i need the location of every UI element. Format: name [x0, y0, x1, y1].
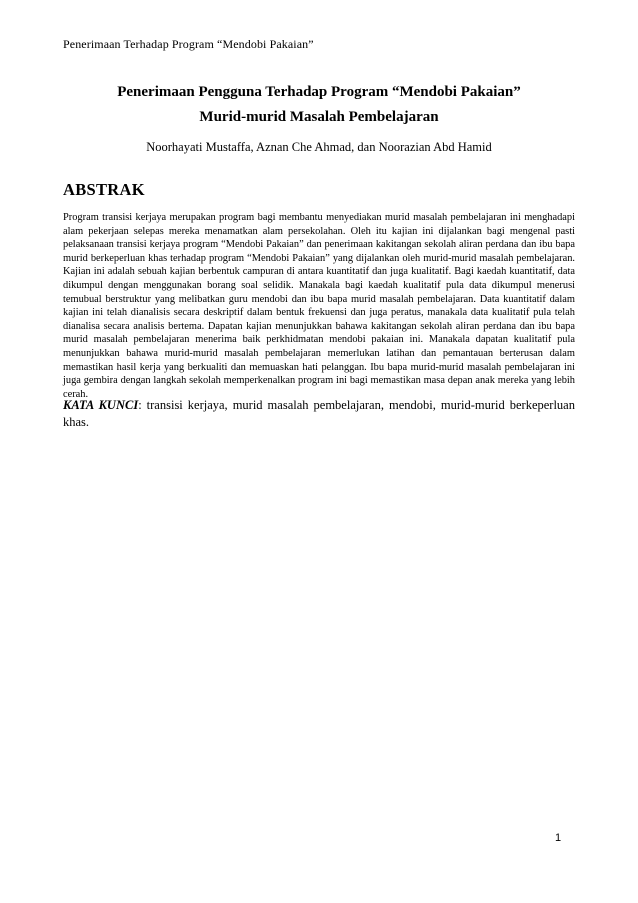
- keywords-text: : transisi kerjaya, murid masalah pembelajaran, mendobi, murid-murid berkeperluan khas.: [63, 398, 575, 429]
- abstract-heading: ABSTRAK: [63, 180, 145, 199]
- paper-authors: Noorhayati Mustaffa, Aznan Che Ahmad, dan Noorazian Abd Hamid: [146, 140, 492, 154]
- paper-title-line1: Penerimaan Pengguna Terhadap Program “Mendobi Pakaian”: [117, 84, 521, 100]
- abstract-body: Program transisi kerjaya merupakan program bagi membantu menyediakan murid masalah pembelajaran ini menghadapi alam pekerjaan selepas mereka menamatkan alam persekolahan. Oleh itu kajian ini dijalankan bagi mengenal pasti pelaksanaan transisi kerjaya program “Mendobi Pakaian” dan penerimaan kakitangan sekolah aliran perdana dan ibu bapa murid berkeperluan khas terhadap program “Mendobi Pakaian” yang dijalankan oleh murid-murid masalah pembelajaran. Kajian ini adalah sebuah kajian berbentuk campuran di antara kuantitatif dan juga kualitatif. Bagi kaedah kuantitatif, data dikumpul dengan menggunakan borang soal selidik. Manakala bagi kaedah kualitatif pula data dikumpul menerusi temubual berstruktur yang melibatkan guru mendobi dan ibu bapa murid masalah pembelajaran. Data kuantitatif dalam kajian ini telah dianalisis secara deskriptif dalam bentuk frekuensi dan juga peratus, manakala data kualitatif pula telah dianalisa secara analisis bertema. Dapatan kajian menunjukkan bahawa kakitangan sekolah aliran perdana dan ibu bapa murid masalah pembelajaran menerima baik perkhidmatan mendobi pakaian ini. Manakala dapatan kualitatif pula menunjukkan bahawa murid-murid masalah pembelajaran memerlukan latihan dan pemantauan berterusan dalam memastikan hasil kerja yang berkualiti dan memuaskan hati pelanggan. Ibu bapa murid-murid masalah pembelajaran ini juga gembira dengan langkah sekolah memperkenalkan program ini bagi memastikan masa depan anak mereka yang lebih cerah.: [63, 212, 575, 400]
- paper-title: [63, 80, 575, 130]
- paper-title-line2: Murid-murid Masalah Pembelajaran: [199, 109, 439, 125]
- page-number: 1: [555, 832, 562, 844]
- keywords-label: KATA KUNCI: [63, 398, 139, 412]
- running-header: Penerimaan Terhadap Program “Mendobi Pakaian”: [63, 37, 314, 51]
- keywords-paragraph: [63, 397, 575, 431]
